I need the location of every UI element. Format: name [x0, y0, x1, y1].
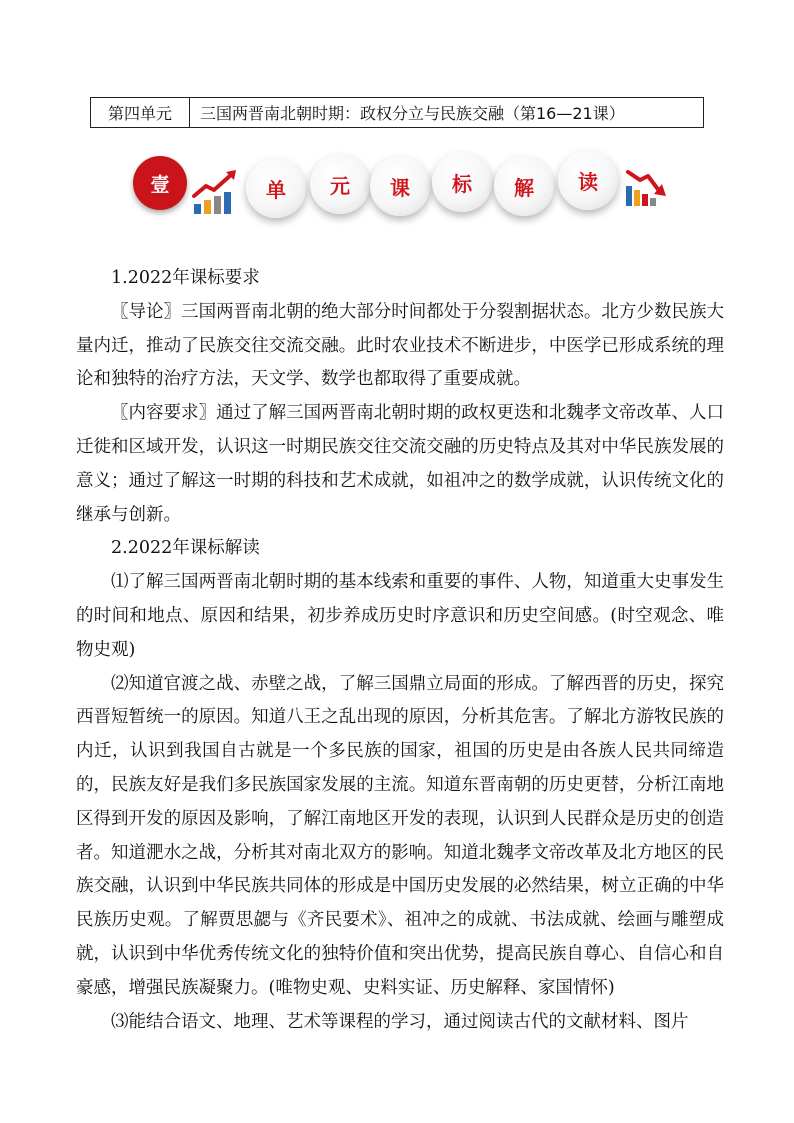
banner-char-5: 解	[494, 156, 554, 216]
banner-char-3: 课	[370, 156, 430, 216]
paragraph-point-3: ⑶能结合语文、地理、艺术等课程的学习，通过阅读古代的文献材料、图片	[111, 1011, 689, 1032]
paragraph-point-1: ⑴了解三国两晋南北朝时期的基本线索和重要的事件、人物，知道重大史事发生的时间和地点、原因和结果，初步养成历史时序意识和历史空间感。(时空观念、唯物史观)	[76, 572, 724, 660]
section-banner	[130, 150, 670, 230]
banner-char-2: 元	[310, 154, 370, 214]
unit-label: 第四单元	[91, 98, 190, 127]
paragraph-point-2: ⑵知道官渡之战、赤壁之战，了解三国鼎立局面的形成。了解西晋的历史，探究西晋短暂统一的原因。知道八王之乱出现的原因，分析其危害。了解北方游牧民族的内迁，认识到我国自古就是一个多民族的国家，祖国的历史是由各族人民共同缔造的，民族友好是我们多民族国家发展的主流。知道东晋南朝的历史更替，分析江南地区得到开发的原因及影响，了解江南地区开发的表现，认识到人民群众是历史的创造者。知道淝水之战，分析其对南北双方的影响。知道北魏孝文帝改革及北方地区的民族交融，认识到中华民族共同体的形成是中国历史发展的必然结果，树立正确的中华民族历史观。了解贾思勰与《齐民要术》、祖冲之的成就、书法成就、绘画与雕塑成就，认识到中华优秀传统文化的独特价值和突出优势，提高民族自尊心、自信心和自豪感，增强民族凝聚力。(唯物史观、史料实证、历史解释、家国情怀)	[76, 673, 724, 998]
content-body	[76, 262, 724, 1039]
banner-char-6: 读	[558, 150, 618, 210]
falling-bar-chart-icon	[624, 164, 668, 208]
section-heading-requirements: 1.2022年课标要求	[111, 268, 260, 288]
unit-header-table	[90, 97, 704, 128]
banner-char-1: 单	[246, 158, 306, 218]
paragraph-introduction: 〖导论〗三国两晋南北朝的绝大部分时间都处于分裂割据状态。北方少数民族大量内迁，推动了民族交往交流交融。此时农业技术不断进步，中医学已形成系统的理论和独特的治疗方法，天文学、数学也都取得了重要成就。	[76, 301, 724, 390]
unit-title: 三国两晋南北朝时期：政权分立与民族交融（第16—21课）	[200, 104, 625, 123]
paragraph-content-requirements: 〖内容要求〗通过了解三国两晋南北朝时期的政权更迭和北魏孝文帝改革、人口迁徙和区域开发，认识这一时期民族交往交流交融的历史特点及其对中华民族发展的意义；通过了解这一时期的科技和艺术成就，如祖冲之的数学成就，认识传统文化的继承与创新。	[76, 403, 724, 525]
section-number-badge: 壹	[133, 156, 187, 210]
section-heading-interpretation: 2.2022年课标解读	[111, 538, 260, 559]
rising-bar-chart-icon	[192, 168, 240, 216]
banner-char-4: 标	[432, 152, 492, 212]
